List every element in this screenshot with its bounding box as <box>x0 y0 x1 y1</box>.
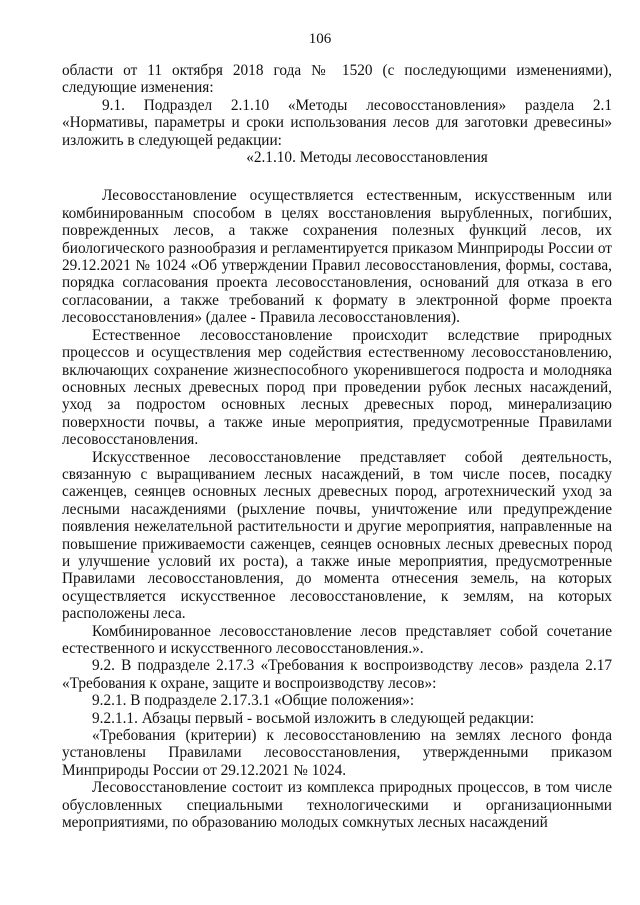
paragraph-intro: области от 11 октября 2018 года № 1520 (с последующими изменениями), следующие изменения: <box>62 62 612 97</box>
paragraph-combined-reforestation: Комбинированное лесовосстановление лесов представляет собой сочетание естественного и искусственного лесовосстановления.». <box>62 622 612 657</box>
section-heading: «2.1.10. Методы лесовосстановления <box>246 149 488 167</box>
paragraph-requirements: «Требования (критерии) к лесовосстановлению на землях лесного фонда установлены Правилами лесовосстановления, утвержденными приказом Минприроды России от 29.12.2021 № 1024. <box>62 727 612 779</box>
paragraph-9-1: 9.1. Подраздел 2.1.10 «Методы лесовосстановления» раздела 2.1 «Нормативы, параметры и сроки использования лесов для заготовки древесины» изложить в следующей редакции: <box>62 96 612 149</box>
paragraph-artificial-reforestation: Искусственное лесовосстановление представляет собой деятельность, связанную с выращиванием лесных насаждений, в том числе посев, посадку саженцев, сеянцев основных лесных древесных пород, агротехнический уход за лесными насаждениями (рыхление почвы, уничтожение или предупреждение появления нежелательной растительности и другие мероприятия, направленные на повышение приживаемости саженцев, сеянцев основных лесных древесных пород и улучшение условий их роста), а также иные мероприятия, предусмотренные Правилами лесовосстановления, до момента отнесения земель, на которых осуществляется искусственное лесовосстановление, к землям, на которых расположены леса. <box>62 448 612 623</box>
paragraph-9-2-1-1: 9.2.1.1. Абзацы первый - восьмой изложить в следующей редакции: <box>92 709 535 727</box>
page-number: 106 <box>308 31 332 47</box>
paragraph-reforestation-general: Лесовосстановление осуществляется естественным, искусственным или комбинированным способом в целях восстановления вырубленных, погибших, поврежденных лесов, а также сохранения полезных функций лесов, их биологического разнообразия и регламентируется приказом Минприроды России от 29.12.2021 № 1024 «Об утверждении Правил лесовосстановления, формы, состава, порядка согласования проекта лесовосстановления, оснований для отказа в его согласовании, а также требований к формату в электронной форме проекта лесовосстановления» (далее - Правила лесовосстановления). <box>62 187 612 327</box>
paragraph-natural-reforestation: Естественное лесовосстановление происходит вследствие природных процессов и осуществления мер содействия естественному лесовосстановлению, включающих сохранение жизнеспособного укоренившегося подроста и молодняка основных лесных древесных пород при проведении рубок лесных насаждений, уход за подростом основных лесных древесных пород, минерализацию поверхности почвы, а также иные мероприятия, предусмотренные Правилами лесовосстановления. <box>62 326 612 449</box>
document-body <box>62 62 612 831</box>
paragraph-9-2: 9.2. В подразделе 2.17.3 «Требования к воспроизводству лесов» раздела 2.17 «Требования к охране, защите и воспроизводству лесов»: <box>62 657 612 692</box>
paragraph-reforestation-process: Лесовосстановление состоит из комплекса природных процессов, в том числе обусловленных специальными технологическими и организационными мероприятиями, по образованию молодых сомкнутых лесных насаждений <box>62 779 612 832</box>
paragraph-9-2-1: 9.2.1. В подразделе 2.17.3.1 «Общие положения»: <box>92 692 415 710</box>
